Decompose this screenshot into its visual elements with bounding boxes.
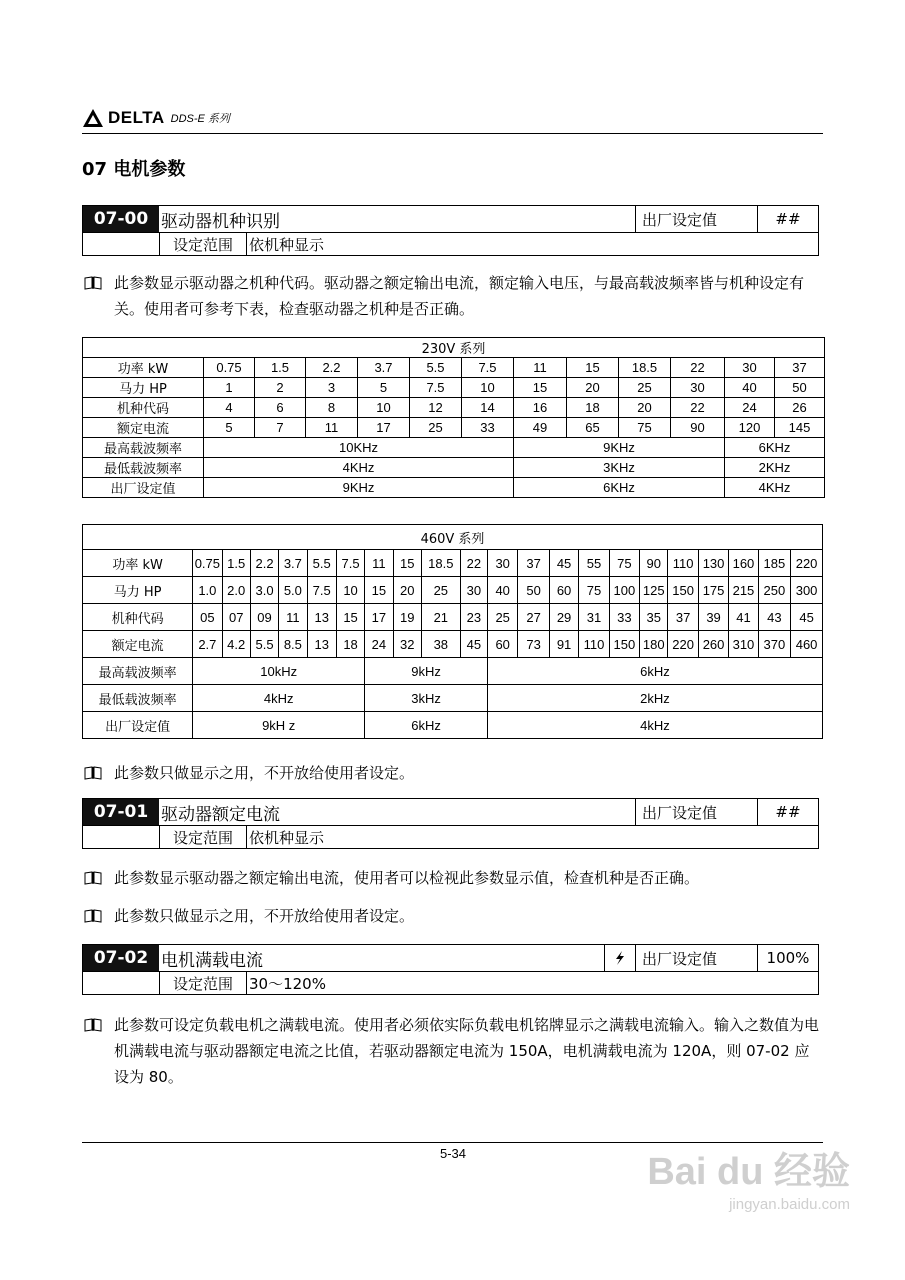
table-cell: 4kHz <box>487 712 822 739</box>
note-5 <box>82 1012 822 1090</box>
table-cell: 5 <box>204 418 255 438</box>
table-cell: 185 <box>758 550 791 577</box>
table-cell: 15 <box>336 604 364 631</box>
lightning-icon <box>604 945 635 971</box>
table-cell: 75 <box>619 418 671 438</box>
table-cell: 30 <box>671 378 725 398</box>
table-cell: 150 <box>668 577 698 604</box>
table-cell: 9KHz <box>514 438 725 458</box>
table-cell: 25 <box>410 418 462 438</box>
table-cell: 11 <box>365 550 393 577</box>
note-text: 此参数显示驱动器之额定输出电流，使用者可以检视此参数显示值，检查机种是否正确。 <box>114 869 700 887</box>
table-cell: 55 <box>579 550 609 577</box>
book-icon <box>84 909 102 923</box>
table-cell: 65 <box>567 418 619 438</box>
table-cell: 175 <box>698 577 728 604</box>
row-header: 最低载波频率 <box>83 458 204 478</box>
table-cell: 0.75 <box>204 358 255 378</box>
table-cell: 160 <box>729 550 758 577</box>
table-cell: 75 <box>609 550 639 577</box>
param-name: 驱动器机种识别 <box>161 211 280 232</box>
table-cell: 11 <box>279 604 307 631</box>
table-cell: 1.5 <box>255 358 306 378</box>
table-title-row <box>83 525 823 550</box>
table-cell: 3kHz <box>365 685 488 712</box>
table-cell: 10 <box>358 398 410 418</box>
table-cell: 45 <box>549 550 578 577</box>
table-cell: 3KHz <box>514 458 725 478</box>
param-name: 驱动器额定电流 <box>161 804 280 825</box>
table-cell: 14 <box>462 398 514 418</box>
table-cell: 35 <box>640 604 668 631</box>
table-230v <box>82 337 825 498</box>
table-cell: 13 <box>307 604 336 631</box>
table-cell: 250 <box>758 577 791 604</box>
table-cell: 300 <box>791 577 823 604</box>
table-cell: 11 <box>514 358 567 378</box>
table-cell: 29 <box>549 604 578 631</box>
table-cell: 21 <box>421 604 460 631</box>
table-row <box>83 577 823 604</box>
param-box-07-00 <box>82 205 819 256</box>
table-cell: 37 <box>668 604 698 631</box>
table-cell: 150 <box>609 631 639 658</box>
table-row <box>83 478 825 498</box>
note-text: 此参数只做显示之用，不开放给使用者设定。 <box>114 907 415 925</box>
table-cell: 8.5 <box>279 631 307 658</box>
table-cell: 2.2 <box>306 358 358 378</box>
table-cell: 10kHz <box>193 658 365 685</box>
range-blank <box>83 233 160 255</box>
delta-logo-icon <box>82 107 104 129</box>
table-cell: 260 <box>698 631 728 658</box>
table-cell: 60 <box>487 631 517 658</box>
table-cell: 2.0 <box>222 577 250 604</box>
table-cell: 33 <box>609 604 639 631</box>
table-cell: 18 <box>336 631 364 658</box>
table-cell: 15 <box>567 358 619 378</box>
table-cell: 18 <box>567 398 619 418</box>
table-cell: 19 <box>393 604 421 631</box>
table-cell: 30 <box>487 550 517 577</box>
table-cell: 9kHz <box>365 658 488 685</box>
table-cell: 26 <box>775 398 825 418</box>
table-cell: 2kHz <box>487 685 822 712</box>
table-cell: 05 <box>193 604 222 631</box>
table-cell: 30 <box>460 577 487 604</box>
watermark <box>647 1150 850 1213</box>
table-title-row <box>83 338 825 358</box>
range-label: 设定范围 <box>160 972 247 994</box>
row-header: 出厂设定值 <box>83 712 193 739</box>
table-row <box>83 398 825 418</box>
table-cell: 120 <box>725 418 775 438</box>
table-cell: 23 <box>460 604 487 631</box>
row-header: 最高载波频率 <box>83 438 204 458</box>
table-cell: 5.0 <box>279 577 307 604</box>
table-cell: 100 <box>609 577 639 604</box>
table-cell: 6KHz <box>514 478 725 498</box>
table-cell: 33 <box>462 418 514 438</box>
table-cell: 40 <box>487 577 517 604</box>
table-cell: 60 <box>549 577 578 604</box>
row-header: 额定电流 <box>83 418 204 438</box>
note-1 <box>82 270 822 322</box>
table-cell: 15 <box>365 577 393 604</box>
table-cell: 90 <box>640 550 668 577</box>
note-text: 此参数显示驱动器之机种代码。驱动器之额定输出电流，额定输入电压，与最高载波频率皆与机种设定有关。使用者可参考下表，检查驱动器之机种是否正确。 <box>114 274 805 318</box>
table-row <box>83 658 823 685</box>
range-blank <box>83 972 160 994</box>
book-icon <box>84 276 102 290</box>
table-cell: 130 <box>698 550 728 577</box>
table-cell: 125 <box>640 577 668 604</box>
table-cell: 4 <box>204 398 255 418</box>
table-cell: 2KHz <box>725 458 825 478</box>
row-header: 功率 kW <box>83 550 193 577</box>
table-cell: 43 <box>758 604 791 631</box>
table-cell: 15 <box>514 378 567 398</box>
table-cell: 22 <box>671 398 725 418</box>
table-cell: 31 <box>579 604 609 631</box>
note-4 <box>82 903 822 929</box>
table-row <box>83 358 825 378</box>
param-code: 07-00 <box>83 206 159 232</box>
range-value: 30～120% <box>249 974 326 993</box>
section-title: 07 电机参数 <box>82 159 186 180</box>
table-cell: 37 <box>518 550 549 577</box>
param-code: 07-02 <box>83 945 159 971</box>
table-cell: 07 <box>222 604 250 631</box>
table-cell: 4kHz <box>193 685 365 712</box>
table-cell: 38 <box>421 631 460 658</box>
table-cell: 9KHz <box>204 478 514 498</box>
table-cell: 25 <box>421 577 460 604</box>
footer-divider <box>82 1142 823 1143</box>
default-label: 出厂设定值 <box>635 945 757 971</box>
table-cell: 4KHz <box>204 458 514 478</box>
table-cell: 0.75 <box>193 550 222 577</box>
table-cell: 12 <box>410 398 462 418</box>
table-cell: 39 <box>698 604 728 631</box>
table-cell: 460 <box>791 631 823 658</box>
note-2 <box>82 760 822 786</box>
table-cell: 3.7 <box>279 550 307 577</box>
table-cell: 1.5 <box>222 550 250 577</box>
table-cell: 2.2 <box>250 550 278 577</box>
table-cell: 45 <box>460 631 487 658</box>
param-box-07-02 <box>82 944 819 995</box>
table-cell: 5.5 <box>307 550 336 577</box>
default-value: ## <box>757 799 818 825</box>
table-cell: 32 <box>393 631 421 658</box>
table-cell: 7.5 <box>410 378 462 398</box>
table-460v <box>82 524 823 739</box>
table-cell: 18.5 <box>619 358 671 378</box>
table-cell: 2.7 <box>193 631 222 658</box>
table-cell: 50 <box>775 378 825 398</box>
table-cell: 91 <box>549 631 578 658</box>
table-cell: 45 <box>791 604 823 631</box>
table-cell: 6kHz <box>487 658 822 685</box>
row-header: 机种代码 <box>83 398 204 418</box>
table-cell: 10KHz <box>204 438 514 458</box>
table-cell: 50 <box>518 577 549 604</box>
table-cell: 10 <box>336 577 364 604</box>
table-cell: 145 <box>775 418 825 438</box>
table-title: 230V 系列 <box>83 338 825 358</box>
table-cell: 5.5 <box>410 358 462 378</box>
book-icon <box>84 871 102 885</box>
brand-name: DELTA <box>108 108 165 127</box>
table-cell: 22 <box>460 550 487 577</box>
table-row <box>83 712 823 739</box>
range-label: 设定范围 <box>160 233 247 255</box>
table-row <box>83 604 823 631</box>
range-value: 依机种显示 <box>249 235 325 254</box>
row-header: 额定电流 <box>83 631 193 658</box>
table-cell: 25 <box>487 604 517 631</box>
watermark-url: jingyan.baidu.com <box>729 1196 850 1213</box>
table-cell: 5 <box>358 378 410 398</box>
row-header: 功率 kW <box>83 358 204 378</box>
table-cell: 370 <box>758 631 791 658</box>
series-label: DDS-E 系列 <box>170 113 230 125</box>
table-cell: 215 <box>729 577 758 604</box>
table-cell: 25 <box>619 378 671 398</box>
table-cell: 20 <box>567 378 619 398</box>
table-cell: 20 <box>393 577 421 604</box>
row-header: 机种代码 <box>83 604 193 631</box>
table-cell: 2 <box>255 378 306 398</box>
table-cell: 20 <box>619 398 671 418</box>
table-cell: 1.0 <box>193 577 222 604</box>
note-text: 此参数只做显示之用，不开放给使用者设定。 <box>114 764 415 782</box>
table-cell: 220 <box>791 550 823 577</box>
table-cell: 3 <box>306 378 358 398</box>
param-code: 07-01 <box>83 799 159 825</box>
table-cell: 10 <box>462 378 514 398</box>
table-row <box>83 418 825 438</box>
param-name: 电机满载电流 <box>161 950 263 971</box>
page-number: 5-34 <box>440 1146 467 1161</box>
table-cell: 15 <box>393 550 421 577</box>
watermark-logo: Bai du 经验 <box>647 1151 850 1193</box>
table-cell: 110 <box>579 631 609 658</box>
table-cell: 220 <box>668 631 698 658</box>
row-header: 出厂设定值 <box>83 478 204 498</box>
table-cell: 310 <box>729 631 758 658</box>
default-label: 出厂设定值 <box>635 799 757 825</box>
table-cell: 1 <box>204 378 255 398</box>
table-cell: 16 <box>514 398 567 418</box>
table-cell: 180 <box>640 631 668 658</box>
table-cell: 13 <box>307 631 336 658</box>
param-box-07-01 <box>82 798 819 849</box>
table-cell: 11 <box>306 418 358 438</box>
table-cell: 7 <box>255 418 306 438</box>
table-row <box>83 685 823 712</box>
note-3 <box>82 865 822 891</box>
table-cell: 09 <box>250 604 278 631</box>
table-cell: 17 <box>365 604 393 631</box>
row-header: 马力 HP <box>83 378 204 398</box>
range-label: 设定范围 <box>160 826 247 848</box>
table-cell: 8 <box>306 398 358 418</box>
range-blank <box>83 826 160 848</box>
table-row <box>83 458 825 478</box>
table-title: 460V 系列 <box>83 525 823 550</box>
table-cell: 3.7 <box>358 358 410 378</box>
table-cell: 4KHz <box>725 478 825 498</box>
default-value: ## <box>757 206 818 232</box>
table-cell: 9kH z <box>193 712 365 739</box>
table-cell: 49 <box>514 418 567 438</box>
table-cell: 6KHz <box>725 438 825 458</box>
table-cell: 22 <box>671 358 725 378</box>
table-cell: 73 <box>518 631 549 658</box>
table-row <box>83 631 823 658</box>
table-cell: 17 <box>358 418 410 438</box>
table-cell: 7.5 <box>336 550 364 577</box>
table-cell: 18.5 <box>421 550 460 577</box>
table-cell: 41 <box>729 604 758 631</box>
table-cell: 110 <box>668 550 698 577</box>
row-header: 马力 HP <box>83 577 193 604</box>
row-header: 最低载波频率 <box>83 685 193 712</box>
book-icon <box>84 1018 102 1032</box>
book-icon <box>84 766 102 780</box>
header-divider <box>82 133 823 134</box>
table-cell: 24 <box>365 631 393 658</box>
table-cell: 24 <box>725 398 775 418</box>
table-cell: 37 <box>775 358 825 378</box>
row-header: 最高载波频率 <box>83 658 193 685</box>
table-cell: 6 <box>255 398 306 418</box>
table-cell: 6kHz <box>365 712 488 739</box>
header-logo <box>82 103 230 133</box>
table-cell: 90 <box>671 418 725 438</box>
range-value: 依机种显示 <box>249 828 325 847</box>
table-cell: 3.0 <box>250 577 278 604</box>
table-cell: 5.5 <box>250 631 278 658</box>
table-cell: 7.5 <box>462 358 514 378</box>
default-value: 100% <box>757 945 818 971</box>
table-cell: 7.5 <box>307 577 336 604</box>
table-row <box>83 378 825 398</box>
table-row <box>83 438 825 458</box>
table-cell: 30 <box>725 358 775 378</box>
table-cell: 4.2 <box>222 631 250 658</box>
note-text: 此参数可设定负载电机之满载电流。使用者必须依实际负载电机铭牌显示之满载电流输入。输入之数值为电机满载电流与驱动器额定电流之比值，若驱动器额定电流为 150A，电机满载电流为 120A，则 07-02 应设为 80。 <box>114 1016 820 1086</box>
table-cell: 40 <box>725 378 775 398</box>
table-row <box>83 550 823 577</box>
table-cell: 75 <box>579 577 609 604</box>
table-cell: 27 <box>518 604 549 631</box>
default-label: 出厂设定值 <box>635 206 757 232</box>
